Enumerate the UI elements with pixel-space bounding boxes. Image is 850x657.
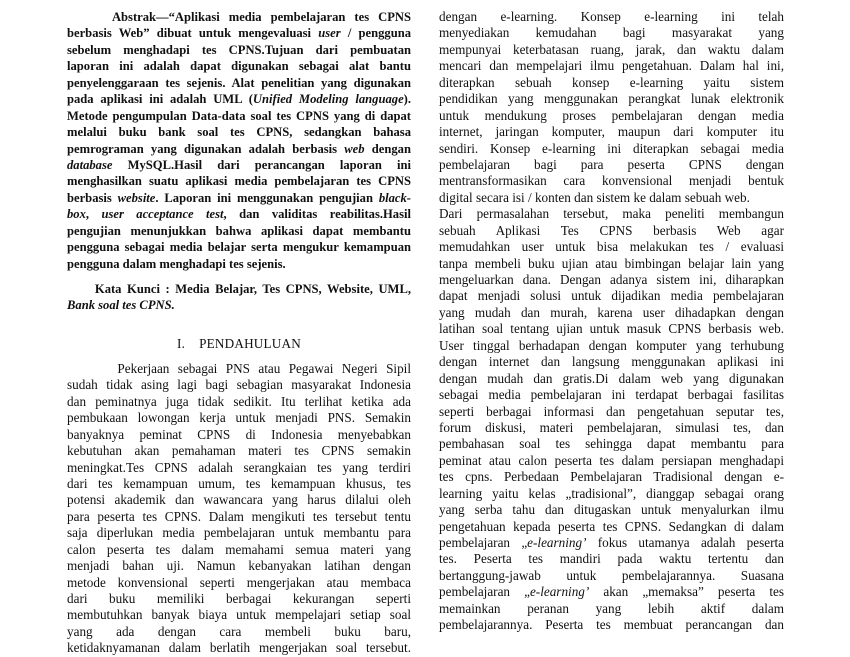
body-line: dengan mudah dan gratis.Di dalam web yang digunakan — [439, 370, 784, 386]
body-line: pembelajaran „e-learning’ akan „memaksa” peserta tes — [439, 584, 784, 600]
body-line: dengan e-learning. Konsep e-learning ini telah — [439, 9, 784, 24]
abstract-line: Abstrak—“Aplikasi media pembelajaran tes CPNS — [67, 10, 411, 24]
body-line: dengan internet dan langsung menggunakan aplikasi ini — [439, 354, 784, 370]
body-line: dari tes kemampuan umum, tes kemampuan khusus, tes — [67, 475, 411, 491]
abstract-line: database MySQL.Hasil dari perancangan laporan ini — [67, 157, 411, 172]
body-line: memudahkan user untuk bisa melakukan tes / evaluasi — [439, 239, 784, 255]
body-line: yang serba tahu dan ditugaskan untuk menyalurkan ilmu — [439, 502, 784, 518]
keywords-line: Kata Kunci : Media Belajar, Tes CPNS, Website, UML, — [67, 282, 411, 296]
body-line: learning yaitu kelas „tradisional”, dianggap sebagai orang — [439, 485, 784, 501]
body-line: pembukaan lowongan kerja untuk menjadi PNS. Semakin — [67, 410, 411, 426]
body-line: sebagai media pembelajaran ini terdapat berbagai fasilitas — [439, 387, 784, 403]
body-line: latihan soal tentang ujian untuk masuk CPNS berbasis web. — [439, 321, 784, 337]
body-line: sudah tidak asing lagi bagi sebagian masyarakat Indonesia — [67, 377, 411, 393]
abstract-line: pemrograman yang digunakan adalah berbasis web dengan — [67, 141, 411, 156]
left-column — [67, 9, 411, 657]
abstract-line: box, user acceptance test, dan validitas reabilitas.Hasil — [67, 207, 412, 222]
body-line: menyediakan kemudahan bagi masyarakat yang — [439, 25, 784, 41]
abstract-line: menghasilkan suatu aplikasi media pembelajaran tes CPNS — [67, 174, 411, 189]
body-line: membutuhkan banyak biaya untuk mempelajari setiap soal — [67, 607, 411, 623]
body-line: sebuah Aplikasi Tes CPNS berbasis Web agar — [439, 222, 784, 238]
body-line: Pekerjaan sebagai PNS atau Pegawai Negeri Sipil — [67, 360, 411, 376]
body-line: pembahasan soal tes sehingga dapat membantu para — [439, 436, 784, 452]
body-line: yang mudah dan murah, karena user dihadapkan dengan — [439, 304, 784, 320]
body-line: Dari permasalahan tersebut, maka peneliti membangun — [439, 206, 784, 222]
body-line: mencari dan mempelajari ilmu pengetahuan. Dalam hal ini, — [439, 58, 784, 74]
body-line: sendiri. Konsep e-learning ini diterapkan sebagai media — [439, 140, 784, 156]
body-line: metode konvensional seperti mengerjakan atau membaca — [67, 574, 411, 590]
right-column — [439, 9, 784, 634]
body-line: menjadi bahan uji. Namun kebanyakan latihan dengan — [67, 558, 411, 574]
body-line: pembelajaran „e-learning’ fokus utamanya adalah peserta — [439, 535, 784, 550]
body-line: ketidaknyamanan dalam berlatih mengerjakan soal tersebut. — [67, 640, 411, 656]
body-line: calon peserta tes dalam memahami semua materi yang — [67, 541, 411, 557]
body-line: pendidikan yang menggunakan perangkat lunak elektronik — [439, 91, 784, 107]
section-heading: I. PENDAHULUAN — [177, 335, 301, 351]
body-line: bertanggung-jawab untuk pembelajarannya. Suasana — [439, 567, 784, 583]
body-line: dapat menjadi solusi untuk dijadikan media pembelajaran — [439, 288, 784, 304]
keywords-line: Bank soal tes CPNS. — [67, 298, 175, 313]
body-line: internet, jaringan komputer, maupun dari komputer itu — [439, 124, 784, 140]
body-line: diterapkan sebuah konsep e-learning yaitu sistem — [439, 74, 784, 90]
body-line: yang ada dengan cara membeli buku baru, — [67, 623, 411, 639]
body-line: memainkan peranan yang lebih aktif dalam — [439, 600, 784, 616]
abstract-line: pengujian menunjukkan bahwa aplikasi dapat membantu — [67, 223, 411, 238]
abstract-line: pada aplikasi ini adalah UML (Unified Modeling language). — [67, 92, 411, 107]
abstract-line: sebelum menghadapi tes CPNS.Tujuan dari pembuatan — [67, 42, 411, 57]
body-line: pembelajarannya. Peserta tes membuat perancangan dan — [439, 617, 784, 633]
abstract-line: melalui buku bank soal tes CPNS, sedangkan bahasa — [67, 125, 411, 140]
abstract-line: pengguna dalam menghadapi tes sejenis. — [67, 256, 286, 271]
body-line: forum diskusi, materi pembelajaran, simulasi tes, dan — [439, 419, 784, 435]
abstract-line: berbasis website. Laporan ini menggunakan pengujian black- — [67, 190, 411, 205]
body-line: banyaknya peminat CPNS di Indonesia menyebabkan — [67, 426, 411, 442]
body-line: pembelajaran bagi para peserta CPNS dengan — [439, 156, 784, 172]
keywords — [67, 281, 411, 314]
body-line: untuk mendukung proses pembelajaran dengan media — [439, 107, 784, 123]
body-line: tanpa membeli buku ujian atau bimbingan belajar lain yang — [439, 255, 784, 271]
body-line: User tinggal berhadapan dengan komputer yang terhubung — [439, 337, 784, 353]
abstract-line: berbasis Web” dibuat untuk mengevaluasi user / pengguna — [67, 26, 411, 41]
left-body-text — [67, 361, 411, 657]
body-line: mempunyai keterbatasan ruang, jarak, dan waktu dalam — [439, 41, 784, 57]
body-line: kebutuhan akan pemahaman materi tes CPNS semakin — [67, 443, 411, 459]
body-line: dari buku memiliki berbagai kekurangan seperti — [67, 591, 411, 606]
abstract-line: pengguna sebagai media belajar serta mengukur kemampuan — [67, 240, 411, 255]
body-line: tes cpns. Perbedaan Pembelajaran Tradisional dengan e- — [439, 469, 784, 485]
body-line: tes. Peserta tes mandiri pada waktu tertentu dan — [439, 551, 784, 567]
body-line: mentransformasikan cara konvensional menjadi bentuk — [439, 173, 784, 189]
body-line: potensi akademik dan wawancara yang harus dilalui oleh — [67, 492, 411, 508]
right-body-text — [439, 9, 784, 634]
body-line: peminat atau calon peserta tes dalam persiapan menghadapi — [439, 452, 784, 468]
abstract — [67, 9, 411, 272]
body-line: dan peminatnya juga tidak sedikit. Itu terlihat ketika ada — [67, 393, 411, 409]
abstract-line: penyelenggaraan tes sejenis. Alat penelitian yang digunakan — [67, 75, 411, 90]
abstract-line: Metode pengumpulan Data-data soal tes CPNS yang di dapat — [67, 108, 411, 123]
body-line: seperti berbagai informasi dan pengetahuan seputar tes, — [439, 403, 784, 419]
body-line: digital secara isi / konten dan sistem ke dalam sebuah web. — [439, 189, 750, 205]
body-line: mengeluarkan dana. Dengan adanya sistem ini, diharapkan — [439, 272, 784, 287]
body-line: saja diperlukan media pembelajaran untuk membantu para — [67, 525, 411, 541]
body-line: para peserta tes CPNS. Dalam mengikuti tes tersebut tentu — [67, 508, 411, 524]
body-line: meningkat.Tes CPNS adalah serangkaian tes yang terdiri — [67, 459, 411, 475]
body-line: pengetahuan kepada peserta tes CPNS. Sedangkan di dalam — [439, 518, 784, 534]
abstract-line: laporan ini adalah dapat digunakan sebagai alat bantu — [67, 59, 411, 74]
